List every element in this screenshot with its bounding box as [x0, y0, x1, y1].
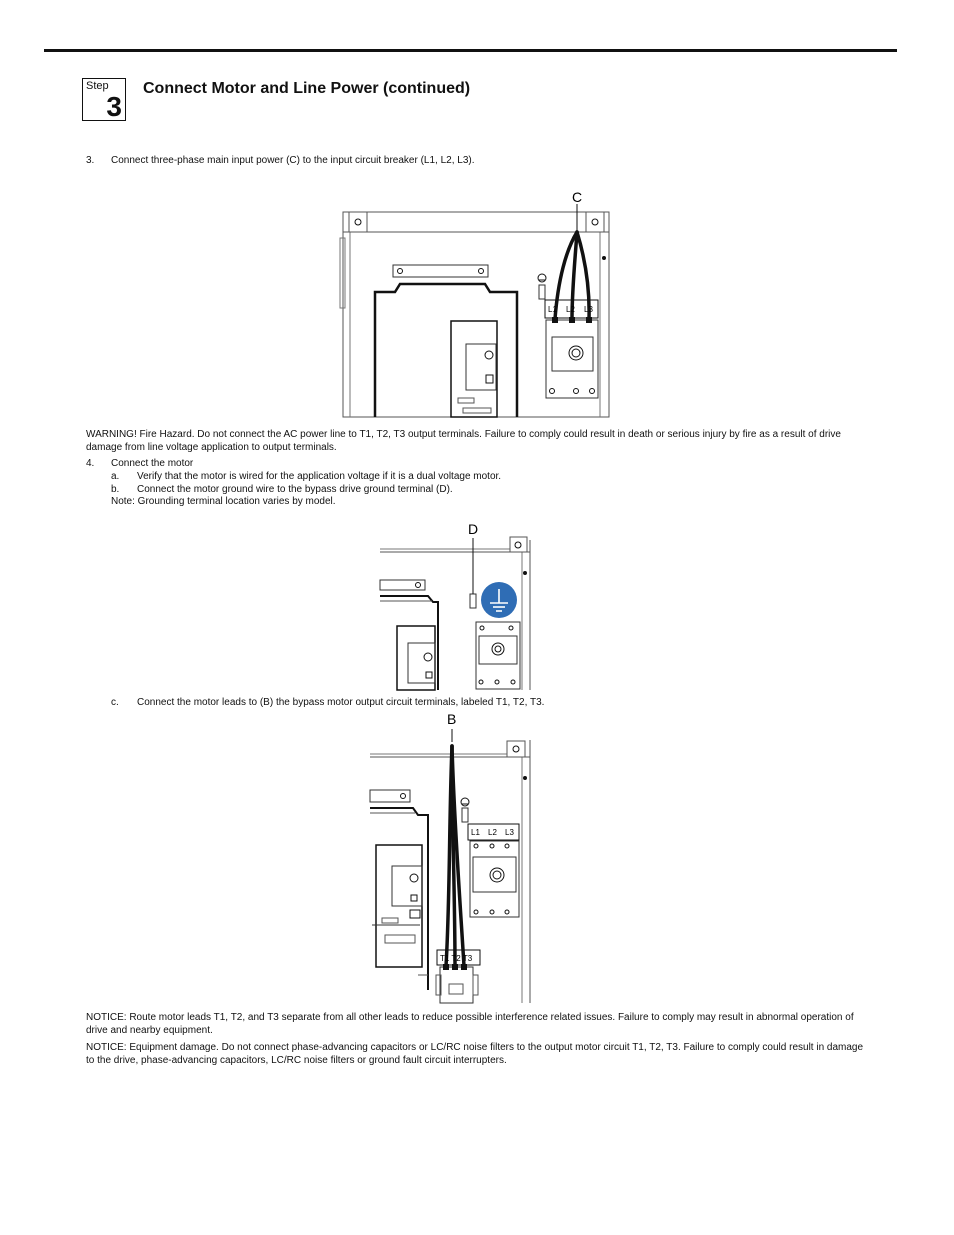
notice-equipment-damage: NOTICE: Equipment damage. Do not connect phase-advancing capacitors or LC/RC noise filters to the output motor circuit T1, T2, T3. Failure to comply could result in damage to the drive, phase-advancing capacitors, LC/RC noise filters or ground fault circuit interrupters.: [86, 1042, 864, 1066]
step3-number: 3.: [86, 155, 95, 166]
step4c-label: c.: [111, 697, 119, 708]
step-number: 3: [106, 91, 122, 122]
step4a-label: a.: [111, 471, 120, 482]
fig1-terminal-l3: L3: [584, 305, 593, 314]
grounding-note: Note: Grounding terminal location varies by model.: [111, 496, 336, 507]
fig3-terminal-l3: L3: [505, 828, 514, 837]
step4a-text: Verify that the motor is wired for the application voltage if it is a dual voltage motor.: [137, 471, 502, 482]
fig3-terminal-l1: L1: [471, 828, 480, 837]
step4b-text: Connect the motor ground wire to the bypass drive ground terminal (D).: [137, 484, 453, 495]
notice-route-leads: NOTICE: Route motor leads T1, T2, and T3 separate from all other leads to reduce possible interference related issues. Failure to comply may result in abnormal operation of drive and nearby equipment.: [86, 1012, 854, 1036]
page-title: Connect Motor and Line Power (continued): [143, 80, 471, 97]
fig1-terminal-l2: L2: [566, 305, 575, 314]
fig3-terminals-t1-t2-t3: T1 T2 T3: [440, 954, 473, 963]
fig3-callout-b: B: [447, 711, 457, 727]
fire-hazard-warning: WARNING! Fire Hazard. Do not connect the AC power line to T1, T2, T3 output terminals. Failure to comply could result in death or serious injury by fire as a result of drive damage from line voltage application to output terminals.: [86, 429, 841, 453]
fig3-terminal-l2: L2: [488, 828, 497, 837]
step-badge: [82, 78, 126, 121]
step4c-text: Connect the motor leads to (B) the bypass motor output circuit terminals, labeled T1, T2, T3.: [137, 697, 545, 708]
step4-number: 4.: [86, 458, 95, 469]
ground-icon: [481, 582, 517, 618]
fig1-callout-c: C: [572, 189, 583, 205]
step4b-label: b.: [111, 484, 120, 495]
fig2-callout-d: D: [468, 521, 479, 537]
step3-text: Connect three-phase main input power (C) to the input circuit breaker (L1, L2, L3).: [111, 155, 475, 166]
step4-text: Connect the motor: [111, 458, 194, 469]
top-rule: [44, 49, 897, 52]
step-word: Step: [86, 80, 109, 92]
fig1-terminal-l1: L1: [548, 305, 557, 314]
